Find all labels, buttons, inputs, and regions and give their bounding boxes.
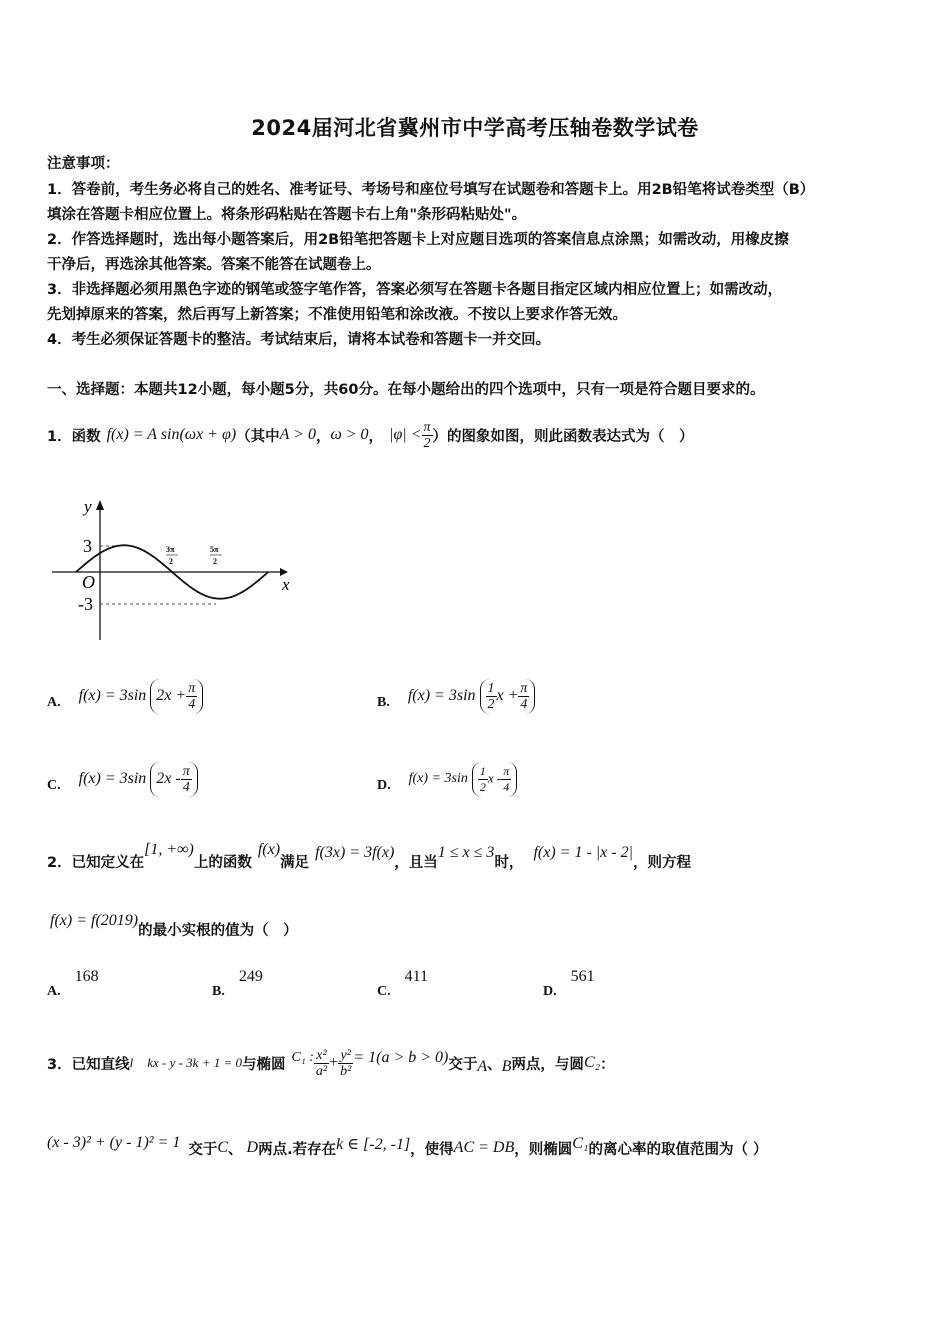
tick-3pi-num: 3π (166, 545, 175, 554)
q2-option-b[interactable]: B. 249 (212, 968, 263, 999)
question-3-line2: (x - 3)² + (y - 1)² = 1 交于 C 、 D 两点.若存在 k ∈ [-2, -1] ，使得 AC = DB ，则椭圆 C₁ 的离心率的取值范围为（ ） (47, 1134, 768, 1158)
notice-heading: 注意事项： (47, 156, 120, 172)
x-label: x (282, 575, 290, 594)
y-label: y (84, 497, 92, 516)
q1-cond-a: A > 0 (279, 426, 316, 443)
notice-line: 2．作答选择题时，选出每小题答案后，用2B铅笔把答题卡上对应题目选项的答案信息点涂黑；如需改动，用橡皮擦 (47, 232, 789, 248)
notice-line: 干净后，再选涂其他答案。答案不能答在试题卷上。 (47, 257, 381, 273)
question-2: 2．已知定义在 [1, +∞) 上的函数 f(x) 满足 f(3x) = 3f(x) ，且当 1 ≤ x ≤ 3 时， f(x) = 1 - |x - 2| ，则方程 (47, 841, 691, 871)
q1-function: f(x) = A sin(ωx + φ) (106, 426, 237, 443)
q1-cond-phi: |φ| < (389, 426, 422, 443)
q1-cond-pre: （其中 (236, 428, 280, 445)
q1-option-c[interactable]: C. f(x) = 3sin 2x - $\frac{\pi}{4}$ (47, 755, 198, 803)
origin-label: O (82, 572, 95, 592)
q1-sine-graph (50, 490, 300, 650)
q1-suffix: ）的图象如图，则此函数表达式为（ ） (432, 428, 694, 445)
notice-line: 1．答卷前，考生务必将自己的姓名、准考证号、考场号和座位号填写在试题卷和答题卡上。用2B铅笔将试卷类型（B） (47, 182, 815, 198)
y-axis-arrow (96, 500, 104, 510)
q1-prefix: 1．函数 (47, 428, 101, 445)
q1-cond-omega: ω > 0 (330, 426, 369, 443)
tick-5pi-den: 2 (213, 557, 217, 566)
q2-option-c[interactable]: C. 411 (377, 968, 429, 999)
question-3: 3．已知直线 l kx - y - 3k + 1 = 0 与椭圆 C₁ : $\frac{\text{x²}}{\text{a²}}$ + $\frac{\text{y²}}{\text{b²}}$ = 1(a > b > 0) 交于 A 、 B 两点，与圆 C₂ ： (47, 1047, 615, 1079)
q2-interval: [1, +∞) (144, 841, 194, 858)
notice-line: 3．非选择题必须用黑色字迹的钢笔或签字笔作答，答案必须写在答题卡各题目指定区域内相应位置上；如需改动， (47, 282, 783, 298)
page-title: 2024届河北省冀州市中学高考压轴卷数学试卷 (251, 116, 699, 140)
tick-5pi-num: 5π (210, 545, 219, 554)
section-heading: 一、选择题：本题共12小题，每小题5分，共60分。在每小题给出的四个选项中，只有一项是符合题目要求的。 (47, 382, 765, 398)
q1-cond-frac: $\frac{\pi}{2}$ (423, 419, 431, 451)
q1-option-d[interactable]: D. f(x) = 3sin $\frac{1}{2}$ x - $\frac{\pi}{4}$ (377, 755, 517, 803)
notice-line: 先划掉原来的答案，然后再写上新答案；不准使用铅笔和涂改液。不按以上要求作答无效。 (47, 307, 627, 323)
question-1: 1．函数 f(x) = A sin(ωx + φ) （其中 A > 0 ， ω > 0 ， |φ| < $\frac{\pi}{2}$ ）的图象如图，则此函数表达式为（ ） (47, 419, 694, 451)
notice-line: 4．考生必须保证答题卡的整洁。考试结束后，请将本试卷和答题卡一并交回。 (47, 332, 551, 348)
q1-option-b[interactable]: B. f(x) = 3sin $\frac{1}{2}$ x + $\frac{\pi}{4}$ (377, 672, 535, 720)
y-max-label: 3 (83, 536, 92, 556)
q2-option-d[interactable]: D. 561 (543, 968, 595, 999)
notice-line: 填涂在答题卡相应位置上。将条形码粘贴在答题卡右上角"条形码粘贴处"。 (47, 207, 527, 223)
q2-option-a[interactable]: A. 168 (47, 968, 99, 999)
tick-3pi-den: 2 (169, 557, 173, 566)
q1-option-a[interactable]: A. f(x) = 3sin 2x + $\frac{\pi}{4}$ (47, 672, 203, 720)
y-min-label: -3 (78, 594, 93, 614)
question-2-line2: f(x) = f(2019) 的最小实根的值为（ ） (50, 912, 298, 939)
